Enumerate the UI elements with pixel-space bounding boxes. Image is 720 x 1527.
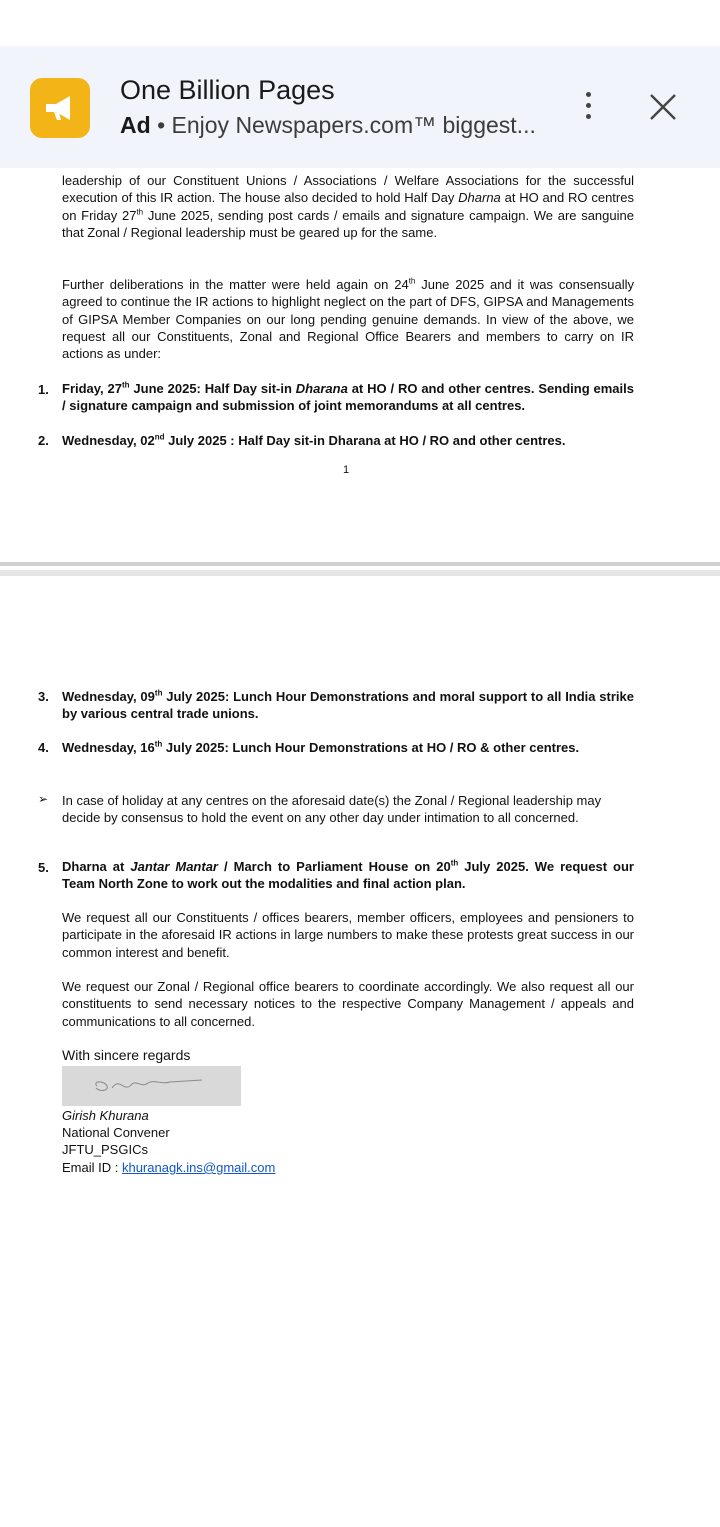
page-separator <box>0 562 720 566</box>
signatory-org: JFTU_PSGICs <box>62 1142 148 1157</box>
item-2-number: 2. <box>38 433 49 448</box>
paragraph-1: leadership of our Constituent Unions / Associations / Welfare Associations for the successful execution of this IR action. The house also decided to hold Half Day Dharna at HO and RO centres on Friday 27th June 2025, sending post cards / emails and signature campaign. We are sanguine that Zonal / Regional leadership must be geared up for the same. <box>62 173 634 240</box>
page-number: 1 <box>343 464 350 476</box>
paragraph-2: Further deliberations in the matter were held again on 24th June 2025 and it was consensually agreed to continue the IR actions to highlight neglect on the part of DFS, GIPSA and Managements of GIPSA Member Companies on our long pending genuine demands. In view of the above, we request all our Constituents, Zonal and Regional Office Bearers and members to carry on IR actions as under: <box>62 276 634 362</box>
ad-subtitle-text: Enjoy Newspapers.com™ biggest... <box>171 112 536 138</box>
item-2: Wednesday, 02nd July 2025 : Half Day sit-in Dharana at HO / RO and other centres. <box>62 432 566 448</box>
page-separator <box>0 570 720 576</box>
paragraph-3: We request all our Constituents / offices bearers, member officers, employees and pensioners to participate in the aforesaid IR actions in large numbers to make these protests great success in our common interest and benefit. <box>62 910 634 960</box>
email-line <box>62 1159 275 1176</box>
signatory-name: Girish Khurana <box>62 1108 149 1123</box>
more-options-icon[interactable] <box>578 92 598 126</box>
item-4-number: 4. <box>38 740 49 755</box>
megaphone-icon[interactable] <box>30 78 90 138</box>
closing-regards: With sincere regards <box>62 1047 191 1063</box>
ad-separator: • <box>157 112 166 138</box>
item-1: Friday, 27th June 2025: Half Day sit-in Dharana at HO / RO and other centres. Sending emails / signature campaign and submission of joint memorandums at all centres. <box>62 380 634 414</box>
item-4: Wednesday, 16th July 2025: Lunch Hour Demonstrations at HO / RO & other centres. <box>62 739 580 755</box>
ad-badge: Ad <box>120 112 151 138</box>
signature-image <box>62 1066 241 1106</box>
close-icon[interactable] <box>646 90 680 124</box>
item-3-number: 3. <box>38 689 49 704</box>
item-3: Wednesday, 09th July 2025: Lunch Hour Demonstrations and moral support to all India strike by various central trade unions. <box>62 688 634 722</box>
email-link[interactable]: khuranagk.ins@gmail.com <box>121 1160 276 1175</box>
paragraph-4: We request our Zonal / Regional office bearers to coordinate accordingly. We also request all our constituents to send necessary notices to the respective Company Management / appeals and communications to all concerned. <box>62 979 634 1029</box>
bullet-arrow-icon: ➢ <box>38 792 49 806</box>
ad-banner[interactable] <box>0 46 720 168</box>
ad-subtitle[interactable] <box>120 112 536 139</box>
ad-title[interactable]: One Billion Pages <box>120 75 335 105</box>
email-label: Email ID : <box>62 1160 119 1175</box>
item-5: Dharna at Jantar Mantar / March to Parliament House on 20th July 2025. We request our Team North Zone to work out the modalities and final action plan. <box>62 858 634 892</box>
item-5-number: 5. <box>38 860 49 875</box>
item-1-number: 1. <box>38 382 49 397</box>
bullet-note: In case of holiday at any centres on the aforesaid date(s) the Zonal / Regional leadership may decide by consensus to hold the event on any other day under intimation to all concerned. <box>62 793 602 826</box>
signatory-title: National Convener <box>62 1125 170 1140</box>
